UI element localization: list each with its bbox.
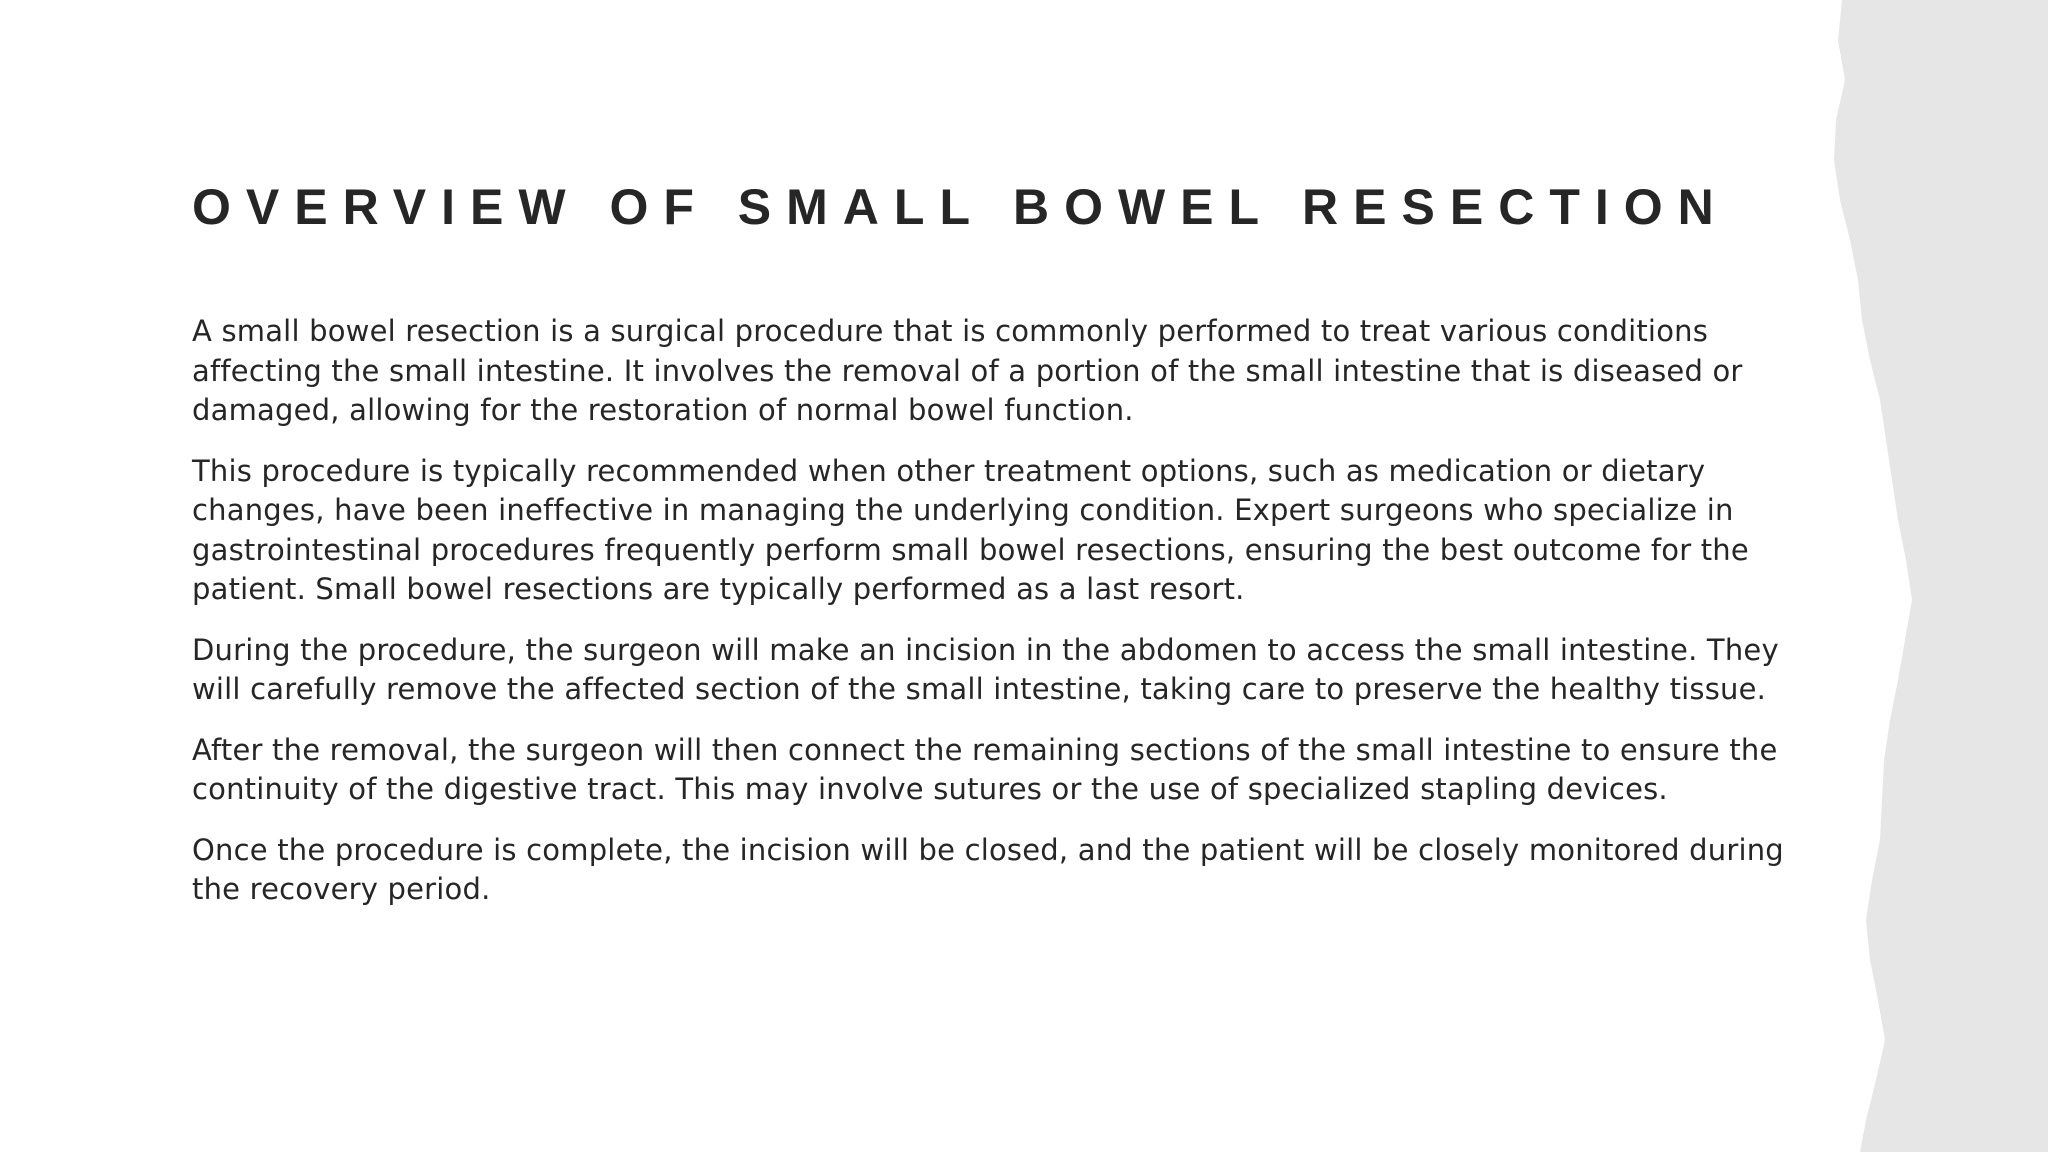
paragraph-1: A small bowel resection is a surgical procedure that is commonly performed to treat various conditions affecting the small intestine. It involves the removal of a portion of the small intestine that is diseased or damaged, allowing for the restoration of normal bowel function. bbox=[192, 314, 1743, 427]
slide-body bbox=[192, 312, 1832, 931]
paragraph-2: This procedure is typically recommended when other treatment options, such as medication or dietary changes, have been ineffective in managing the underlying condition. Expert surgeons who specialize in gastrointestinal procedures frequently perform small bowel resections, ensuring the best outcome for the patient. Small bowel resections are typically performed as a last resort. bbox=[192, 453, 1749, 606]
paragraph-5: Once the procedure is complete, the incision will be closed, and the patient will be closely monitored during the recovery period. bbox=[192, 832, 1784, 906]
paragraph-4: After the removal, the surgeon will then connect the remaining sections of the small intestine to ensure the continuity of the digestive tract. This may involve sutures or the use of specialized stapling devices. bbox=[192, 732, 1778, 806]
slide-title: OVERVIEW OF SMALL BOWEL RESECTION bbox=[192, 179, 1729, 235]
paragraph-3: During the procedure, the surgeon will make an incision in the abdomen to access the small intestine. They will carefully remove the affected section of the small intestine, taking care to preserve the healthy tissue. bbox=[192, 632, 1779, 706]
